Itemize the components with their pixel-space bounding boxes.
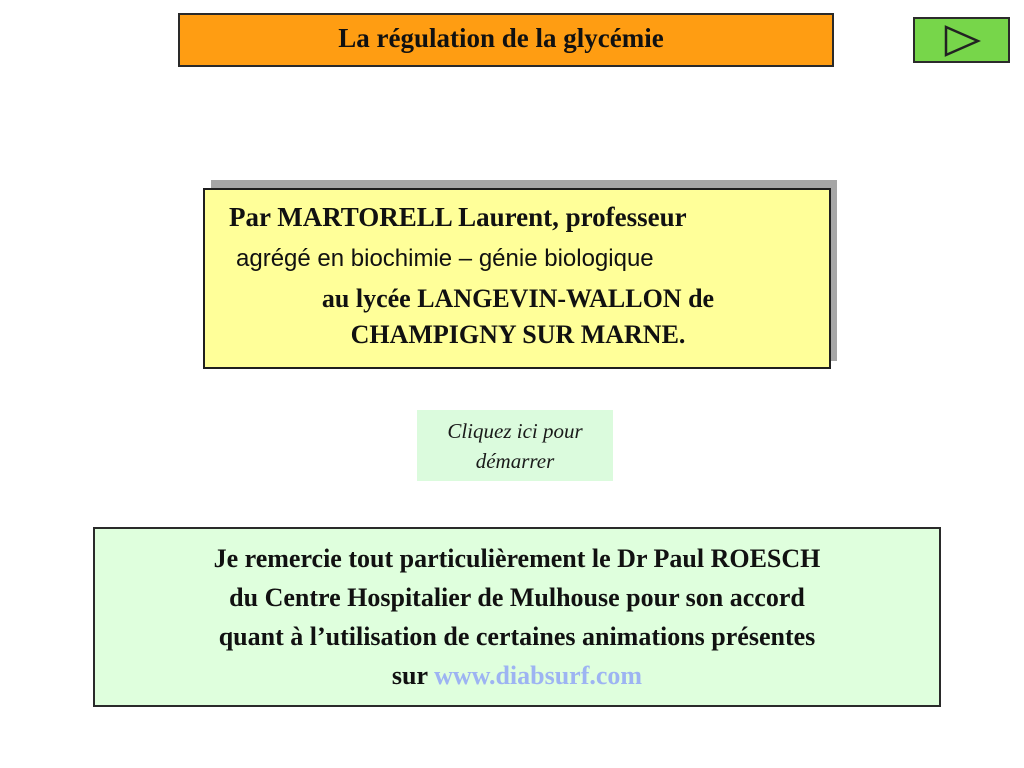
author-name-line: Par MARTORELL Laurent, professeur bbox=[229, 202, 687, 232]
start-label-line1: Cliquez ici pour bbox=[447, 418, 583, 443]
start-label-line2: démarrer bbox=[475, 448, 555, 473]
acknowledgement-line4-prefix: sur bbox=[391, 661, 428, 690]
author-box bbox=[203, 188, 831, 369]
author-school-line2: CHAMPIGNY SUR MARNE. bbox=[350, 320, 686, 349]
next-slide-button[interactable] bbox=[913, 17, 1010, 63]
author-school-line1: au lycée LANGEVIN-WALLON de bbox=[321, 284, 715, 313]
play-triangle-icon bbox=[943, 25, 981, 57]
start-button[interactable] bbox=[417, 410, 613, 481]
diabsurf-link[interactable]: www.diabsurf.com bbox=[434, 661, 643, 690]
acknowledgement-line2: du Centre Hospitalier de Mulhouse pour son accord bbox=[229, 583, 805, 612]
slide-title-box bbox=[178, 13, 834, 67]
acknowledgement-line1: Je remercie tout particulièrement le Dr Paul ROESCH bbox=[213, 544, 821, 573]
acknowledgement-box bbox=[93, 527, 941, 707]
acknowledgement-line3: quant à l’utilisation de certaines animations présentes bbox=[218, 622, 816, 651]
slide-title: La régulation de la glycémie bbox=[338, 22, 664, 53]
author-title-line: agrégé en biochimie – génie biologique bbox=[236, 245, 654, 272]
author-school bbox=[205, 281, 831, 353]
acknowledgement-text bbox=[95, 539, 939, 695]
